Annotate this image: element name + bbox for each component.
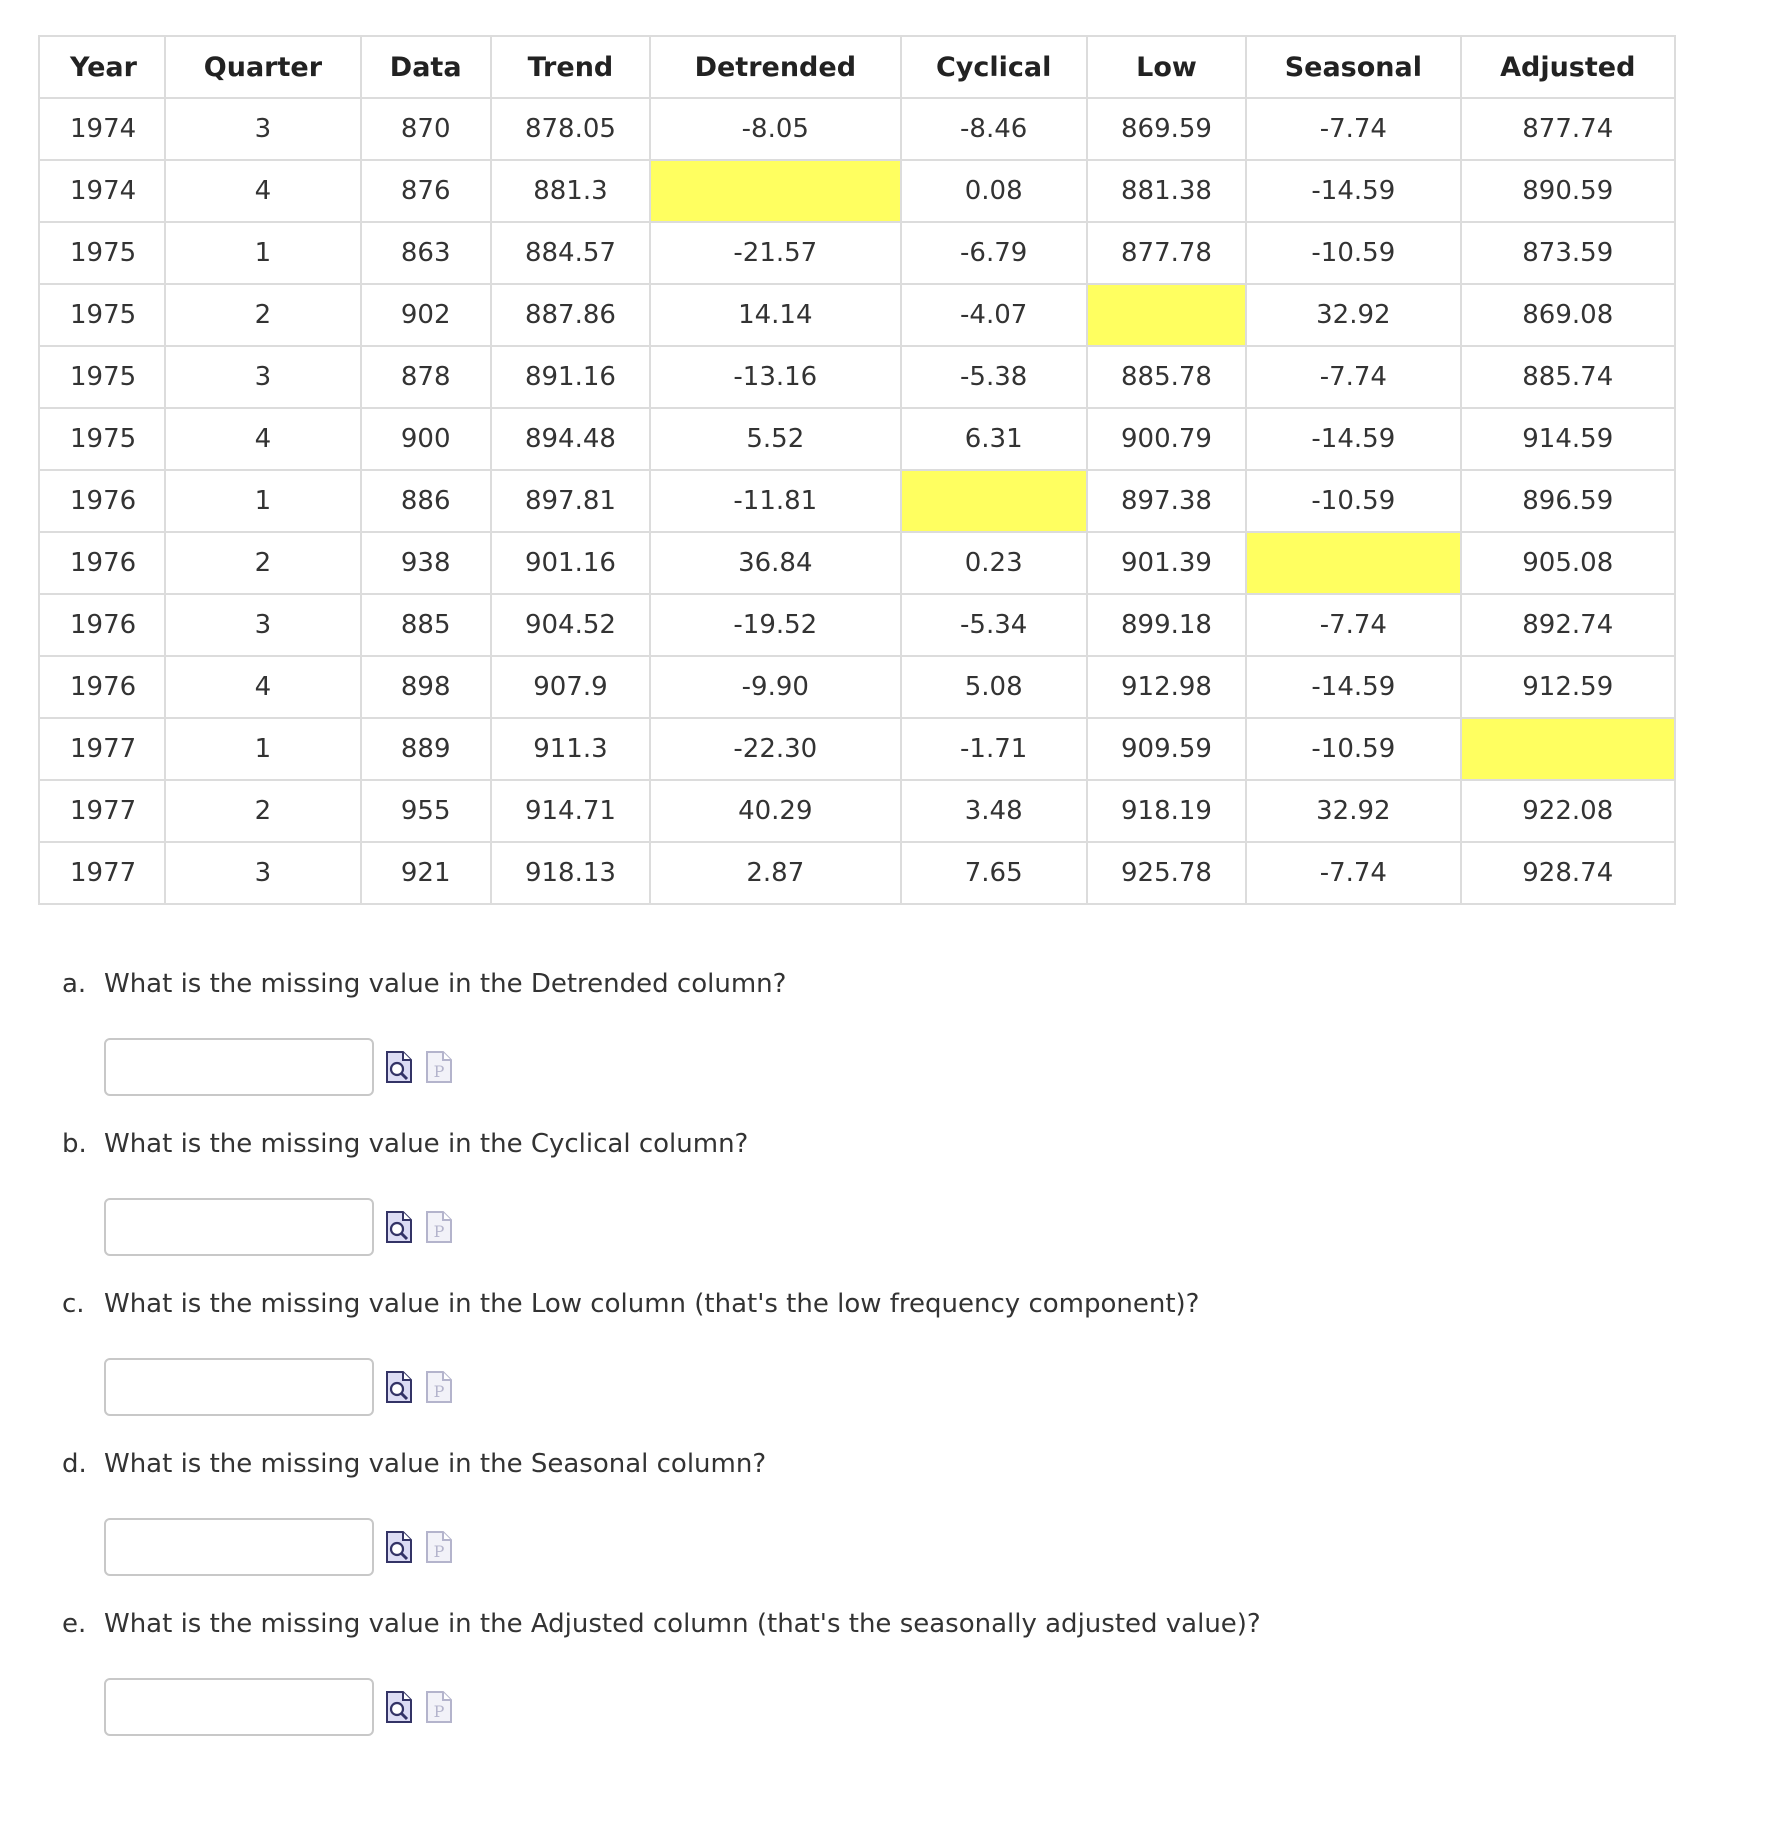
svg-text:P: P	[433, 1062, 445, 1081]
preview-icon[interactable]	[384, 1370, 414, 1404]
cell-adjusted: 873.59	[1461, 222, 1675, 284]
cell-detrended: 5.52	[650, 408, 900, 470]
cell-detrended: 36.84	[650, 532, 900, 594]
cell-quarter: 4	[165, 656, 360, 718]
cell-adjusted: 896.59	[1461, 470, 1675, 532]
cell-year: 1974	[39, 98, 165, 160]
cell-year: 1977	[39, 718, 165, 780]
cell-trend: 914.71	[491, 780, 650, 842]
cell-trend: 878.05	[491, 98, 650, 160]
cell-data: 902	[361, 284, 491, 346]
question-text	[62, 1120, 1662, 1168]
cell-seasonal: -7.74	[1246, 346, 1460, 408]
answer-input[interactable]	[104, 1198, 374, 1256]
table-row	[39, 842, 1675, 904]
cell-cyclical: -5.34	[901, 594, 1087, 656]
table-body	[39, 98, 1675, 904]
question-label: What is the missing value in the Detrended column?	[104, 969, 787, 999]
cell-adjusted: 877.74	[1461, 98, 1675, 160]
cell-seasonal: -14.59	[1246, 408, 1460, 470]
paste-icon[interactable]	[424, 1370, 454, 1404]
cell-detrended: -9.90	[650, 656, 900, 718]
question-letter: b.	[62, 1129, 87, 1159]
cell-detrended: -21.57	[650, 222, 900, 284]
cell-quarter: 2	[165, 284, 360, 346]
decomposition-table-container	[38, 35, 1676, 905]
cell-adjusted: 885.74	[1461, 346, 1675, 408]
cell-year: 1975	[39, 408, 165, 470]
cell-adjusted: 912.59	[1461, 656, 1675, 718]
questions-section	[62, 960, 1662, 1760]
cell-quarter: 1	[165, 718, 360, 780]
header-low: Low	[1087, 36, 1246, 98]
cell-data: 955	[361, 780, 491, 842]
answer-input[interactable]	[104, 1358, 374, 1416]
cell-cyclical: -6.79	[901, 222, 1087, 284]
cell-detrended: -22.30	[650, 718, 900, 780]
cell-low: 869.59	[1087, 98, 1246, 160]
cell-quarter: 4	[165, 408, 360, 470]
cell-year: 1974	[39, 160, 165, 222]
cell-data: 870	[361, 98, 491, 160]
paste-icon[interactable]	[424, 1210, 454, 1244]
cell-trend: 887.86	[491, 284, 650, 346]
cell-adjusted: 869.08	[1461, 284, 1675, 346]
cell-low: 912.98	[1087, 656, 1246, 718]
svg-text:P: P	[433, 1702, 445, 1721]
missing-cell-adjusted	[1461, 718, 1675, 780]
question-1	[62, 960, 1662, 1120]
question-4	[62, 1440, 1662, 1600]
cell-trend: 907.9	[491, 656, 650, 718]
cell-adjusted: 890.59	[1461, 160, 1675, 222]
missing-cell-low	[1087, 284, 1246, 346]
decomposition-table	[38, 35, 1676, 905]
question-letter: d.	[62, 1449, 87, 1479]
cell-adjusted: 922.08	[1461, 780, 1675, 842]
question-2	[62, 1120, 1662, 1280]
svg-text:P: P	[433, 1222, 445, 1241]
preview-icon[interactable]	[384, 1530, 414, 1564]
preview-icon[interactable]	[384, 1050, 414, 1084]
cell-data: 863	[361, 222, 491, 284]
cell-low: 881.38	[1087, 160, 1246, 222]
missing-cell-detrended	[650, 160, 900, 222]
cell-year: 1975	[39, 284, 165, 346]
answer-row	[62, 1488, 1662, 1600]
answer-input[interactable]	[104, 1678, 374, 1736]
header-quarter: Quarter	[165, 36, 360, 98]
paste-icon[interactable]	[424, 1690, 454, 1724]
preview-icon[interactable]	[384, 1690, 414, 1724]
cell-detrended: 14.14	[650, 284, 900, 346]
cell-adjusted: 892.74	[1461, 594, 1675, 656]
cell-seasonal: -7.74	[1246, 594, 1460, 656]
missing-cell-cyclical	[901, 470, 1087, 532]
question-5	[62, 1600, 1662, 1760]
table-row	[39, 780, 1675, 842]
cell-cyclical: -4.07	[901, 284, 1087, 346]
table-row	[39, 160, 1675, 222]
cell-detrended: 40.29	[650, 780, 900, 842]
question-text	[62, 1440, 1662, 1488]
cell-trend: 911.3	[491, 718, 650, 780]
cell-seasonal: 32.92	[1246, 780, 1460, 842]
cell-seasonal: -10.59	[1246, 222, 1460, 284]
cell-cyclical: 6.31	[901, 408, 1087, 470]
cell-seasonal: -10.59	[1246, 470, 1460, 532]
cell-low: 901.39	[1087, 532, 1246, 594]
question-text	[62, 1600, 1662, 1648]
cell-trend: 884.57	[491, 222, 650, 284]
cell-quarter: 1	[165, 470, 360, 532]
cell-seasonal: 32.92	[1246, 284, 1460, 346]
table-row	[39, 656, 1675, 718]
cell-year: 1977	[39, 780, 165, 842]
cell-low: 897.38	[1087, 470, 1246, 532]
question-label: What is the missing value in the Cyclical column?	[104, 1129, 749, 1159]
cell-data: 885	[361, 594, 491, 656]
question-label: What is the missing value in the Low column (that's the low frequency component)?	[104, 1289, 1200, 1319]
cell-data: 921	[361, 842, 491, 904]
cell-cyclical: 3.48	[901, 780, 1087, 842]
cell-quarter: 2	[165, 532, 360, 594]
cell-seasonal: -7.74	[1246, 842, 1460, 904]
missing-cell-seasonal	[1246, 532, 1460, 594]
cell-year: 1977	[39, 842, 165, 904]
cell-seasonal: -7.74	[1246, 98, 1460, 160]
cell-year: 1976	[39, 594, 165, 656]
cell-low: 909.59	[1087, 718, 1246, 780]
table-row	[39, 346, 1675, 408]
header-data: Data	[361, 36, 491, 98]
cell-cyclical: 0.08	[901, 160, 1087, 222]
table-row	[39, 408, 1675, 470]
cell-trend: 897.81	[491, 470, 650, 532]
preview-icon[interactable]	[384, 1210, 414, 1244]
paste-icon[interactable]	[424, 1530, 454, 1564]
question-letter: c.	[62, 1289, 85, 1319]
cell-trend: 881.3	[491, 160, 650, 222]
question-3	[62, 1280, 1662, 1440]
cell-detrended: -19.52	[650, 594, 900, 656]
cell-cyclical: 5.08	[901, 656, 1087, 718]
question-label: What is the missing value in the Seasonal column?	[104, 1449, 767, 1479]
cell-low: 918.19	[1087, 780, 1246, 842]
header-seasonal: Seasonal	[1246, 36, 1460, 98]
cell-quarter: 3	[165, 594, 360, 656]
cell-adjusted: 928.74	[1461, 842, 1675, 904]
cell-low: 899.18	[1087, 594, 1246, 656]
answer-row	[62, 1168, 1662, 1280]
answer-input[interactable]	[104, 1038, 374, 1096]
header-year: Year	[39, 36, 165, 98]
cell-data: 876	[361, 160, 491, 222]
answer-row	[62, 1648, 1662, 1760]
question-letter: e.	[62, 1609, 87, 1639]
header-cyclical: Cyclical	[901, 36, 1087, 98]
cell-low: 900.79	[1087, 408, 1246, 470]
svg-text:P: P	[433, 1542, 445, 1561]
table-row	[39, 594, 1675, 656]
cell-quarter: 3	[165, 842, 360, 904]
svg-text:P: P	[433, 1382, 445, 1401]
paste-icon[interactable]	[424, 1050, 454, 1084]
cell-data: 938	[361, 532, 491, 594]
cell-low: 925.78	[1087, 842, 1246, 904]
cell-data: 886	[361, 470, 491, 532]
cell-data: 889	[361, 718, 491, 780]
cell-quarter: 1	[165, 222, 360, 284]
cell-cyclical: -1.71	[901, 718, 1087, 780]
cell-seasonal: -10.59	[1246, 718, 1460, 780]
table-row	[39, 222, 1675, 284]
cell-year: 1976	[39, 470, 165, 532]
answer-input[interactable]	[104, 1518, 374, 1576]
cell-adjusted: 905.08	[1461, 532, 1675, 594]
header-adjusted: Adjusted	[1461, 36, 1675, 98]
question-text	[62, 960, 1662, 1008]
cell-trend: 918.13	[491, 842, 650, 904]
cell-detrended: -11.81	[650, 470, 900, 532]
cell-data: 900	[361, 408, 491, 470]
cell-year: 1976	[39, 532, 165, 594]
cell-trend: 904.52	[491, 594, 650, 656]
question-text	[62, 1280, 1662, 1328]
cell-quarter: 2	[165, 780, 360, 842]
header-detrended: Detrended	[650, 36, 900, 98]
cell-cyclical: 7.65	[901, 842, 1087, 904]
cell-adjusted: 914.59	[1461, 408, 1675, 470]
cell-quarter: 3	[165, 346, 360, 408]
cell-low: 885.78	[1087, 346, 1246, 408]
table-row	[39, 718, 1675, 780]
cell-cyclical: -5.38	[901, 346, 1087, 408]
cell-detrended: -13.16	[650, 346, 900, 408]
table-row	[39, 284, 1675, 346]
table-row	[39, 98, 1675, 160]
table-header-row	[39, 36, 1675, 98]
table-row	[39, 470, 1675, 532]
question-letter: a.	[62, 969, 87, 999]
cell-quarter: 4	[165, 160, 360, 222]
cell-data: 898	[361, 656, 491, 718]
table-row	[39, 532, 1675, 594]
cell-trend: 891.16	[491, 346, 650, 408]
cell-cyclical: -8.46	[901, 98, 1087, 160]
cell-year: 1976	[39, 656, 165, 718]
cell-seasonal: -14.59	[1246, 160, 1460, 222]
question-label: What is the missing value in the Adjusted column (that's the seasonally adjusted value)?	[104, 1609, 1261, 1639]
cell-seasonal: -14.59	[1246, 656, 1460, 718]
header-trend: Trend	[491, 36, 650, 98]
cell-quarter: 3	[165, 98, 360, 160]
cell-low: 877.78	[1087, 222, 1246, 284]
cell-cyclical: 0.23	[901, 532, 1087, 594]
cell-year: 1975	[39, 222, 165, 284]
cell-year: 1975	[39, 346, 165, 408]
cell-data: 878	[361, 346, 491, 408]
cell-trend: 901.16	[491, 532, 650, 594]
answer-row	[62, 1008, 1662, 1120]
cell-detrended: 2.87	[650, 842, 900, 904]
cell-detrended: -8.05	[650, 98, 900, 160]
answer-row	[62, 1328, 1662, 1440]
cell-trend: 894.48	[491, 408, 650, 470]
